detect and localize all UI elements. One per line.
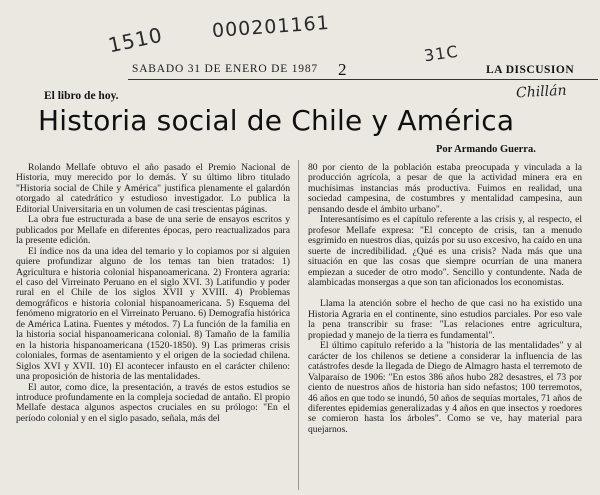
article-title: Historia social de Chile y América <box>38 104 515 137</box>
masthead-rule <box>128 79 598 80</box>
paragraph: La obra fue estructurada a base de una serie de ensayos escritos y publicados por Mellafe en diferentes épocas, pero reactualizados para la presente edición. <box>16 214 290 247</box>
catalog-id-stamp: 000201161 <box>211 11 331 43</box>
paragraph: 80 por ciento de la población estaba preocupada y vinculada a la producción agrícola, a pesar de que la actividad minera era en muchísimas instancias más productiva. Fuimos en realidad, una sociedad campesina, de costumbres y mentalidad campesina, aun pensando desde el ámbito urbano". <box>308 162 582 215</box>
byline: Por Armando Guerra. <box>436 144 536 155</box>
paragraph: El último capítulo referido a la "historia de las mentalidades" y al carácter de los chilenos se detiene a considerar la influencia de las catástrofes desde la llegada de Diego de Almagro hasta el terremoto de Valparaíso de 1906: "En estos 386 años hubo 282 desastres, el 73 por ciento de nuestros años de historia han sido nefastos; 100 terremotos, 46 años en que todo se inundó, 50 años de sequías mortales, 71 años de diferentes epidemias generalizadas y 4 años en que insectos y roedores se comieron hasta los árboles". Como se ve, hay material para quejarnos. <box>308 340 582 435</box>
column-divider <box>298 160 299 490</box>
paragraph: El autor, como dice, la presentación, a través de estos estudios se introduce profundamente en la compleja sociedad de antaño. El propio Mellafe destaca algunos aspectos cruciales en su prólogo: "En el período colonial y en el siglo pasado, señala, más del <box>16 381 290 424</box>
date-line: SABADO 31 DE ENERO DE 1987 <box>132 63 318 75</box>
section-label: El libro de hoy. <box>44 90 119 102</box>
handwritten-note: Chillán <box>515 82 567 102</box>
page-number: 2 <box>338 60 347 79</box>
paragraph: Llama la atención sobre el hecho de que casi no ha existido una Historia Agraria en el continente, sino estudios parciales. Por eso vale la pena transcribir su frase: "Las relaciones entre agricultura, propiedad y manejo de la tierra es fundamental". <box>308 298 582 341</box>
left-column <box>16 163 290 424</box>
paragraph: Interesantísimo es el capítulo referente a las crisis y, al respecto, el profesor Mellafe expresa: "El concepto de crisis, tan a menudo esgrimido en nuestros días, quizás por su uso excesivo, ha caído en una suerte de incredibilidad. ¿Qué es una crisis? Nada más que una situación en que las cosas que siempre ocurrían de una manera empiezan a suceder de otro modo". Sencillo y contundente. Nada de alambicadas monsergas a que son tan aficionados los economistas. <box>308 214 582 288</box>
paragraph: El índice nos da una idea del temario y lo copiamos por si alguien quiere profundizar alguno de los temas tan bien tratados: 1) Agricultura e historia colonial hispanoamericana. 2) Frontera agraria: el caso del Virreinato Peruano en el siglo XVI. 3) Latifundio y poder rural en el Chile de los siglos XVII y XVIII. 4) Problemas demográficos e historia colonial hispanoamericana. 5) Esquema del fenómeno migratorio en el Virreinato Peruano. 6) Demografía histórica de América Latina. Fuentes y métodos. 7) La función de la familia en la historia social hispanoamericana colonial. 8) Tamaño de la familia en la historia hispanoamericana (1520-1850). 9) Las primeras crisis coloniales, formas de asentamiento y el origen de la sociedad chilena. Siglos XVI y XVII. 10) El acontecer infausto en el carácter chileno: una proposición de historia de las mentalidades. <box>16 245 290 383</box>
handwritten-number: 1510 <box>106 22 165 58</box>
handwritten-code: 31C <box>422 41 460 66</box>
right-column <box>308 163 582 435</box>
paragraph: Rolando Mellafe obtuvo el año pasado el Premio Nacional de Historia, muy merecido por lo demás. Y su último libro titulado "Historia social de Chile y América" justifica plenamente el galardón otorgado al catedrático y estudioso investigador. Lo publica la Editorial Universitaria en un volumen de casi trescientas páginas. <box>16 162 290 215</box>
newspaper-name: LA DISCUSION <box>486 64 575 76</box>
